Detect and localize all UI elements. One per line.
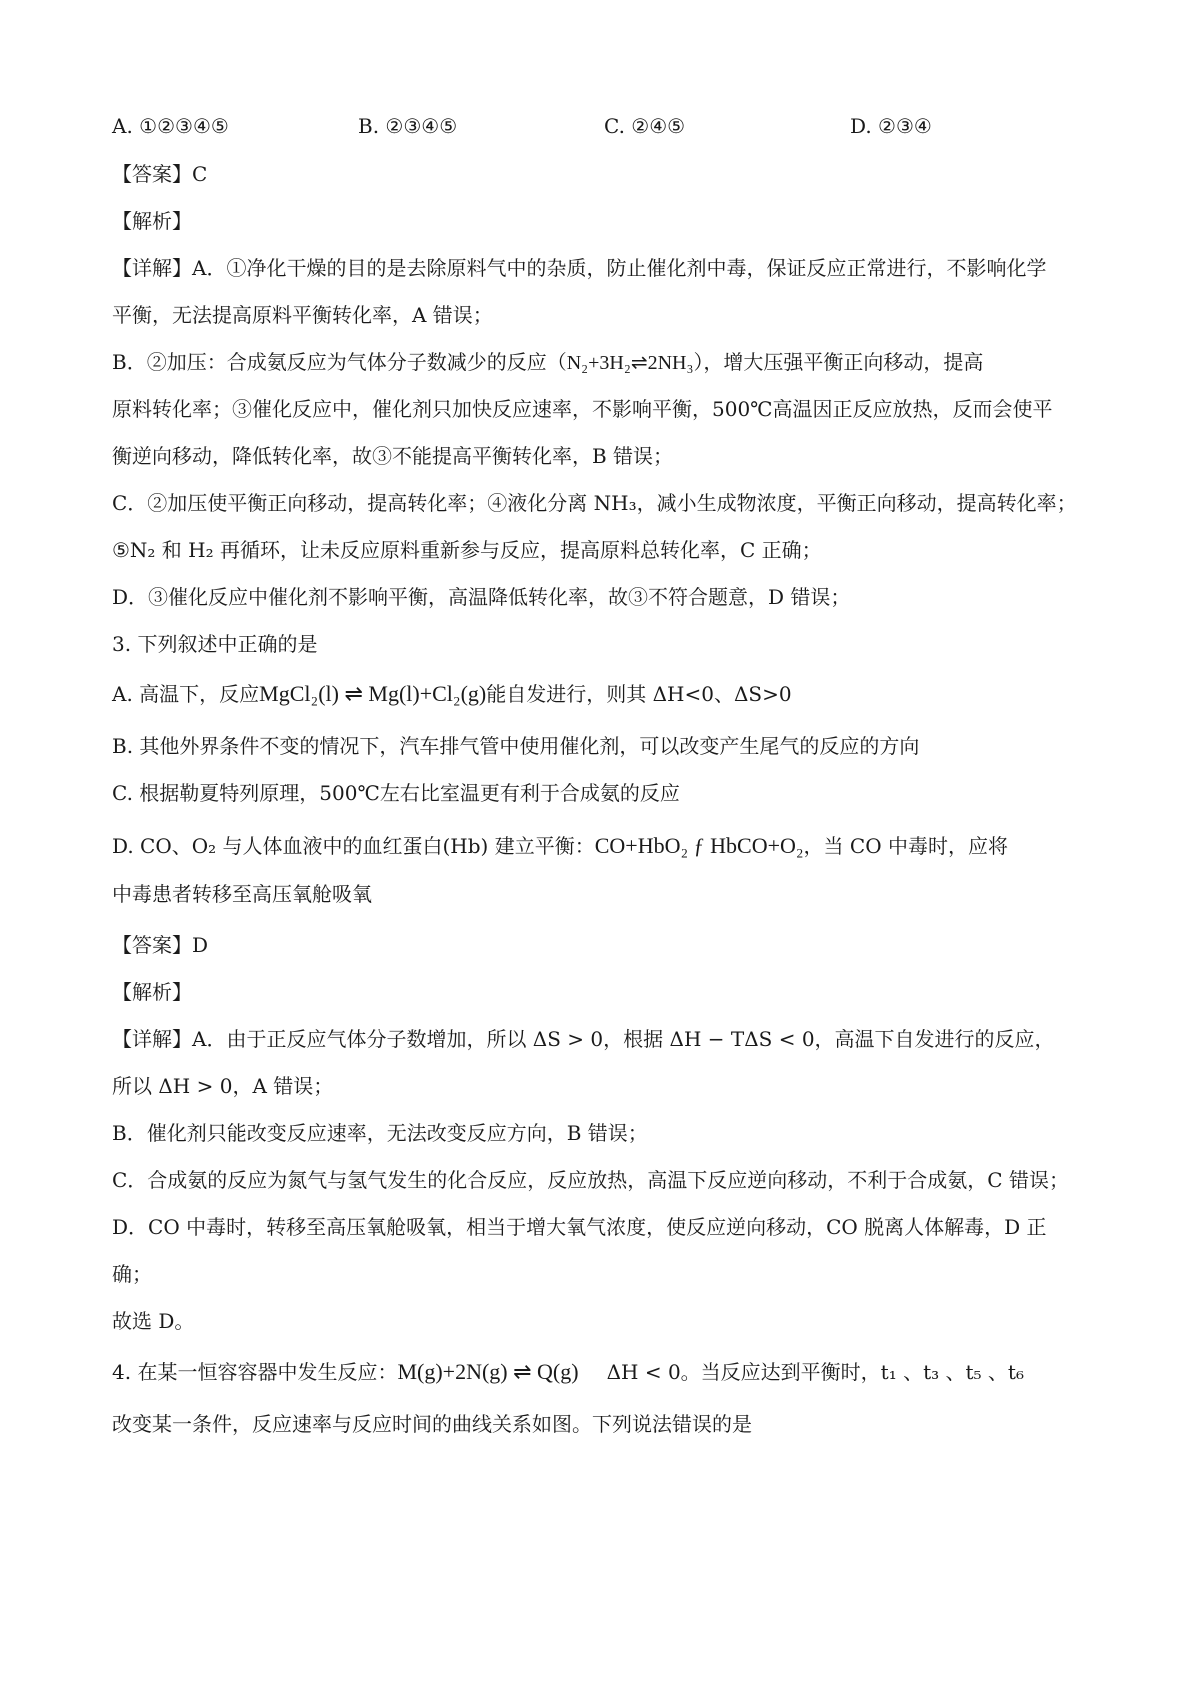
detail-text: B．②加压：合成氨反应为气体分子数减少的反应（ [112, 350, 567, 374]
choice-d [112, 832, 1008, 860]
equation: M(g)+2N(g) ⇌ Q(g) [397, 1359, 579, 1384]
detail-line: ⑤N₂ 和 H₂ 再循环，让未反应原料重新参与反应，提高原料总转化率，C 正确； [112, 538, 822, 562]
analysis-label: 【解析】 [112, 209, 192, 233]
choice-b: B. 其他外界条件不变的情况下，汽车排气管中使用催化剂，可以改变产生尾气的反应的方向 [112, 734, 920, 758]
option-a: A. ①②③④⑤ [112, 114, 229, 138]
answer-label: 【答案】D [112, 933, 209, 957]
detail-line: 衡逆向移动，降低转化率，故③不能提高平衡转化率，B 错误； [112, 444, 674, 468]
detail-line: D．CO 中毒时，转移至高压氧舱吸氧，相当于增大氧气浓度，使反应逆向移动，CO 脱离人体解毒，D 正 [112, 1215, 1047, 1239]
choice-text: D. CO、O₂ 与人体血液中的血红蛋白(Hb) 建立平衡： [112, 834, 595, 858]
detail-line: D．③催化反应中催化剂不影响平衡，高温降低转化率，故③不符合题意，D 错误； [112, 585, 851, 609]
question-stem: 3. 下列叙述中正确的是 [112, 632, 318, 656]
option-b: B. ②③④⑤ [358, 114, 458, 138]
question-stem [112, 1358, 1024, 1386]
detail-line: 【详解】A．由于正反应气体分子数增加，所以 ΔS > 0，根据 ΔH − TΔS < 0，高温下自发进行的反应， [112, 1027, 1055, 1051]
option-c: C. ②④⑤ [604, 114, 686, 138]
analysis-label: 【解析】 [112, 980, 192, 1004]
detail-line [112, 348, 983, 377]
choice-text: 能自发进行，则其 ΔH<0、ΔS>0 [486, 682, 792, 706]
choice-text: ，当 CO 中毒时，应将 [803, 834, 1008, 858]
detail-line: C．②加压使平衡正向移动，提高转化率；④液化分离 NH₃，减小生成物浓度，平衡正向移动，提高转化率； [112, 491, 1077, 515]
equation: MgCl₂(l) ⇌ Mg(l)+Cl₂(g) [259, 681, 487, 706]
option-d: D. ②③④ [850, 114, 932, 138]
detail-text: ），增大压强平衡正向移动，提高 [693, 350, 984, 374]
detail-line: 平衡，无法提高原料平衡转化率，A 错误； [112, 303, 493, 327]
detail-line: 确； [112, 1262, 152, 1286]
conclusion: 故选 D。 [112, 1309, 195, 1333]
detail-line: 【详解】A．①净化干燥的目的是去除原料气中的杂质，防止催化剂中毒，保证反应正常进行，不影响化学 [112, 256, 1047, 280]
choice-a [112, 680, 792, 708]
detail-line: C．合成氨的反应为氮气与氢气发生的化合反应，反应放热，高温下反应逆向移动，不利于合成氨，C 错误； [112, 1168, 1069, 1192]
equation: CO+HbO₂ ƒ HbCO+O₂ [594, 833, 804, 858]
choice-text: A. 高温下，反应 [112, 682, 260, 706]
question-stem-cont: 改变某一条件，反应速率与反应时间的曲线关系如图。下列说法错误的是 [112, 1412, 752, 1436]
detail-line: B．催化剂只能改变反应速率，无法改变反应方向，B 错误； [112, 1121, 648, 1145]
stem-text: 4. 在某一恒容容器中发生反应： [112, 1360, 398, 1384]
equation: N₂+3H₂⇌2NH₃ [566, 352, 694, 374]
detail-line: 原料转化率；③催化反应中，催化剂只加快反应速率，不影响平衡，500℃高温因正反应放热，反而会使平 [112, 397, 1053, 421]
stem-text: ΔH < 0。当反应达到平衡时，t₁ 、t₃ 、t₅ 、t₆ [606, 1360, 1024, 1384]
choice-d-cont: 中毒患者转移至高压氧舱吸氧 [112, 882, 372, 906]
choice-c: C. 根据勒夏特列原理，500℃左右比室温更有利于合成氨的反应 [112, 781, 680, 805]
answer-label: 【答案】C [112, 162, 208, 186]
detail-line: 所以 ΔH > 0，A 错误； [112, 1074, 334, 1098]
